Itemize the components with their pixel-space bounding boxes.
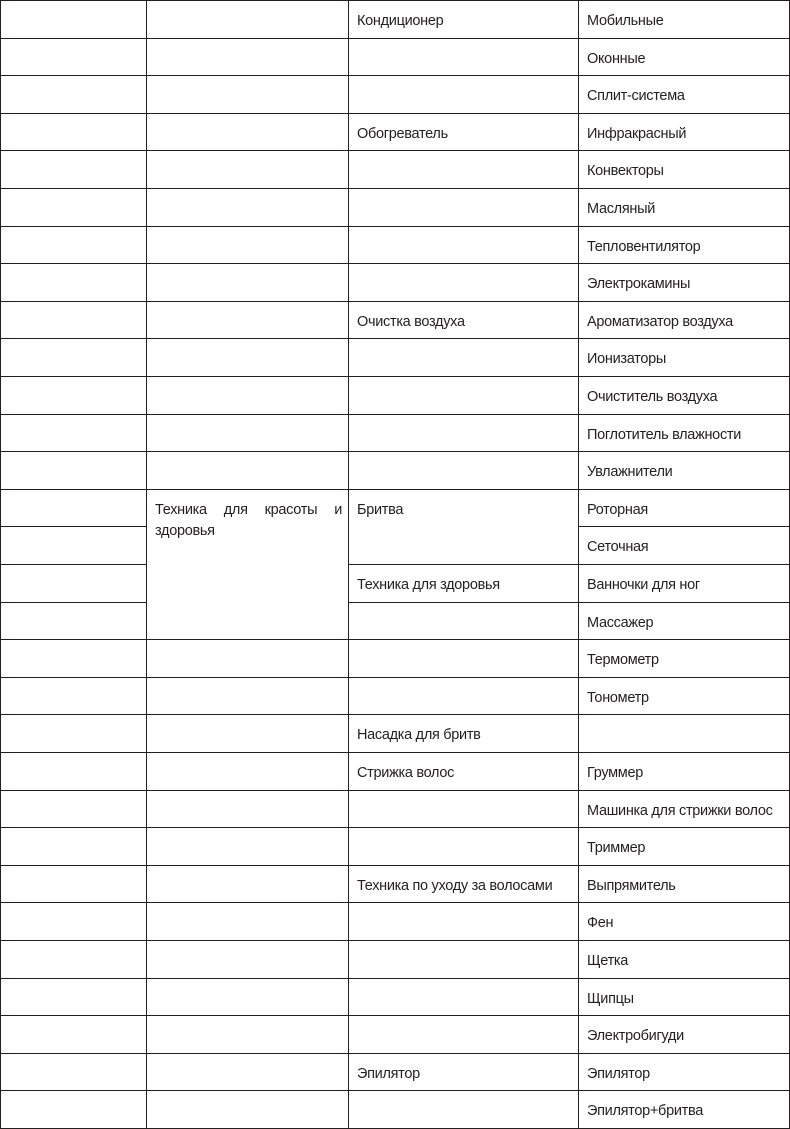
table-cell-subcategory: Обогреватель (348, 113, 578, 150)
table-cell-col-b (146, 188, 348, 226)
table-cell-col-b (146, 978, 348, 1015)
table-cell-col-a (0, 113, 146, 150)
table-cell-col-b (146, 714, 348, 752)
table-cell-subcategory (348, 263, 578, 301)
table-cell-subcategory (348, 75, 578, 113)
table-cell-col-a (0, 451, 146, 489)
table-cell-col-a (0, 752, 146, 790)
table-cell-col-a (0, 714, 146, 752)
table-cell-col-a (0, 639, 146, 677)
table-cell-col-b (146, 376, 348, 414)
table-cell-subcategory (348, 188, 578, 226)
table-cell-col-a (0, 263, 146, 301)
table-cell-col-b (146, 414, 348, 451)
table-cell-item: Тепловентилятор (578, 226, 790, 263)
table-cell-subcategory (348, 827, 578, 865)
table-cell-item: Эпилятор (578, 1053, 790, 1090)
table-cell-subcategory (348, 639, 578, 677)
table-cell-col-a (0, 978, 146, 1015)
table-cell-item: Увлажнители (578, 451, 790, 489)
table-cell-subcategory: Очистка воздуха (348, 301, 578, 338)
table-cell-item: Груммер (578, 752, 790, 790)
table-cell-col-b (146, 1053, 348, 1090)
table-cell-col-b (146, 752, 348, 790)
table-cell-col-b (146, 827, 348, 865)
table-cell-col-b (146, 226, 348, 263)
table-cell-subcategory (348, 940, 578, 978)
table-cell-item: Масляный (578, 188, 790, 226)
table-cell-item: Электрокамины (578, 263, 790, 301)
table-cell-col-a (0, 1053, 146, 1090)
table-cell-item: Триммер (578, 827, 790, 865)
table-cell-col-a (0, 677, 146, 714)
table-cell-subcategory: Техника по уходу за волосами (348, 865, 578, 902)
table-cell-subcategory (348, 978, 578, 1015)
table-cell-col-b (146, 113, 348, 150)
table-cell-subcategory: Эпилятор (348, 1053, 578, 1090)
table-cell-col-b (146, 75, 348, 113)
table-cell-subcategory (348, 902, 578, 940)
table-cell-col-b (146, 677, 348, 714)
table-cell-item: Мобильные (578, 0, 790, 38)
table-cell-item: Массажер (578, 602, 790, 639)
table-cell-col-b (146, 865, 348, 902)
table-cell-col-a (0, 376, 146, 414)
table-cell-col-a (0, 827, 146, 865)
table-cell-col-b (146, 902, 348, 940)
table-cell-subcategory (348, 226, 578, 263)
table-cell-col-a (0, 526, 146, 564)
table-cell-subcategory (348, 414, 578, 451)
table-cell-subcategory (348, 1015, 578, 1053)
table-cell-col-a (0, 790, 146, 827)
table-cell-col-a (0, 75, 146, 113)
table-cell-col-a (0, 414, 146, 451)
table-cell-col-b: Техника для красоты и здоровья (146, 489, 348, 639)
table-cell-col-b (146, 639, 348, 677)
table-cell-subcategory (348, 38, 578, 75)
table-cell-col-a (0, 150, 146, 188)
table-cell-col-a (0, 188, 146, 226)
table-cell-subcategory (348, 677, 578, 714)
table-cell-item: Машинка для стрижки волос (578, 790, 790, 827)
table-cell-col-a (0, 38, 146, 75)
table-cell-subcategory: Техника для здоровья (348, 564, 578, 602)
table-cell-col-a (0, 1015, 146, 1053)
table-cell-subcategory (348, 150, 578, 188)
table-cell-col-a (0, 1090, 146, 1129)
table-cell-col-b (146, 263, 348, 301)
table-cell-item: Фен (578, 902, 790, 940)
table-cell-col-a (0, 301, 146, 338)
table-cell-col-b (146, 1015, 348, 1053)
table-cell-col-a (0, 338, 146, 376)
table-cell-item: Электробигуди (578, 1015, 790, 1053)
table-cell-col-b (146, 451, 348, 489)
table-cell-subcategory (348, 451, 578, 489)
table-cell-item: Щипцы (578, 978, 790, 1015)
table-cell-col-a (0, 902, 146, 940)
table-cell-col-a (0, 940, 146, 978)
table-cell-item: Оконные (578, 38, 790, 75)
table-cell-col-a (0, 865, 146, 902)
table-cell-col-a (0, 564, 146, 602)
table-cell-item: Ванночки для ног (578, 564, 790, 602)
table-cell-item: Термометр (578, 639, 790, 677)
table-cell-item: Щетка (578, 940, 790, 978)
table-cell-col-a (0, 602, 146, 639)
table-cell-col-b (146, 790, 348, 827)
table-cell-col-b (146, 338, 348, 376)
table-cell-col-b (146, 150, 348, 188)
table-cell-subcategory: Насадка для бритв (348, 714, 578, 752)
table-cell-subcategory (348, 1090, 578, 1129)
table-cell-subcategory (348, 338, 578, 376)
table-cell-col-a (0, 489, 146, 526)
table-cell-item: Сплит-система (578, 75, 790, 113)
table-cell-subcategory: Кондиционер (348, 0, 578, 38)
table-cell-item: Тонометр (578, 677, 790, 714)
table-cell-col-b (146, 940, 348, 978)
table-cell-subcategory (348, 376, 578, 414)
table-cell-col-a (0, 0, 146, 38)
table-cell-subcategory: Бритва (348, 489, 578, 564)
table-cell-item: Конвекторы (578, 150, 790, 188)
table-cell-item: Выпрямитель (578, 865, 790, 902)
table-cell-item: Поглотитель влажности (578, 414, 790, 451)
table-cell-subcategory: Стрижка волос (348, 752, 578, 790)
table-cell-item: Очиститель воздуха (578, 376, 790, 414)
table-cell-item: Сеточная (578, 526, 790, 564)
table-cell-item: Инфракрасный (578, 113, 790, 150)
table-cell-item: Ароматизатор воздуха (578, 301, 790, 338)
table-cell-item (578, 714, 790, 752)
table-cell-subcategory (348, 790, 578, 827)
table-cell-col-b (146, 0, 348, 38)
table-cell-item: Роторная (578, 489, 790, 526)
table-cell-item: Эпилятор+бритва (578, 1090, 790, 1129)
table-cell-item: Ионизаторы (578, 338, 790, 376)
table-cell-col-b (146, 301, 348, 338)
table-cell-col-a (0, 226, 146, 263)
table-cell-col-b (146, 1090, 348, 1129)
table-cell-col-b (146, 38, 348, 75)
table-cell-subcategory (348, 602, 578, 639)
